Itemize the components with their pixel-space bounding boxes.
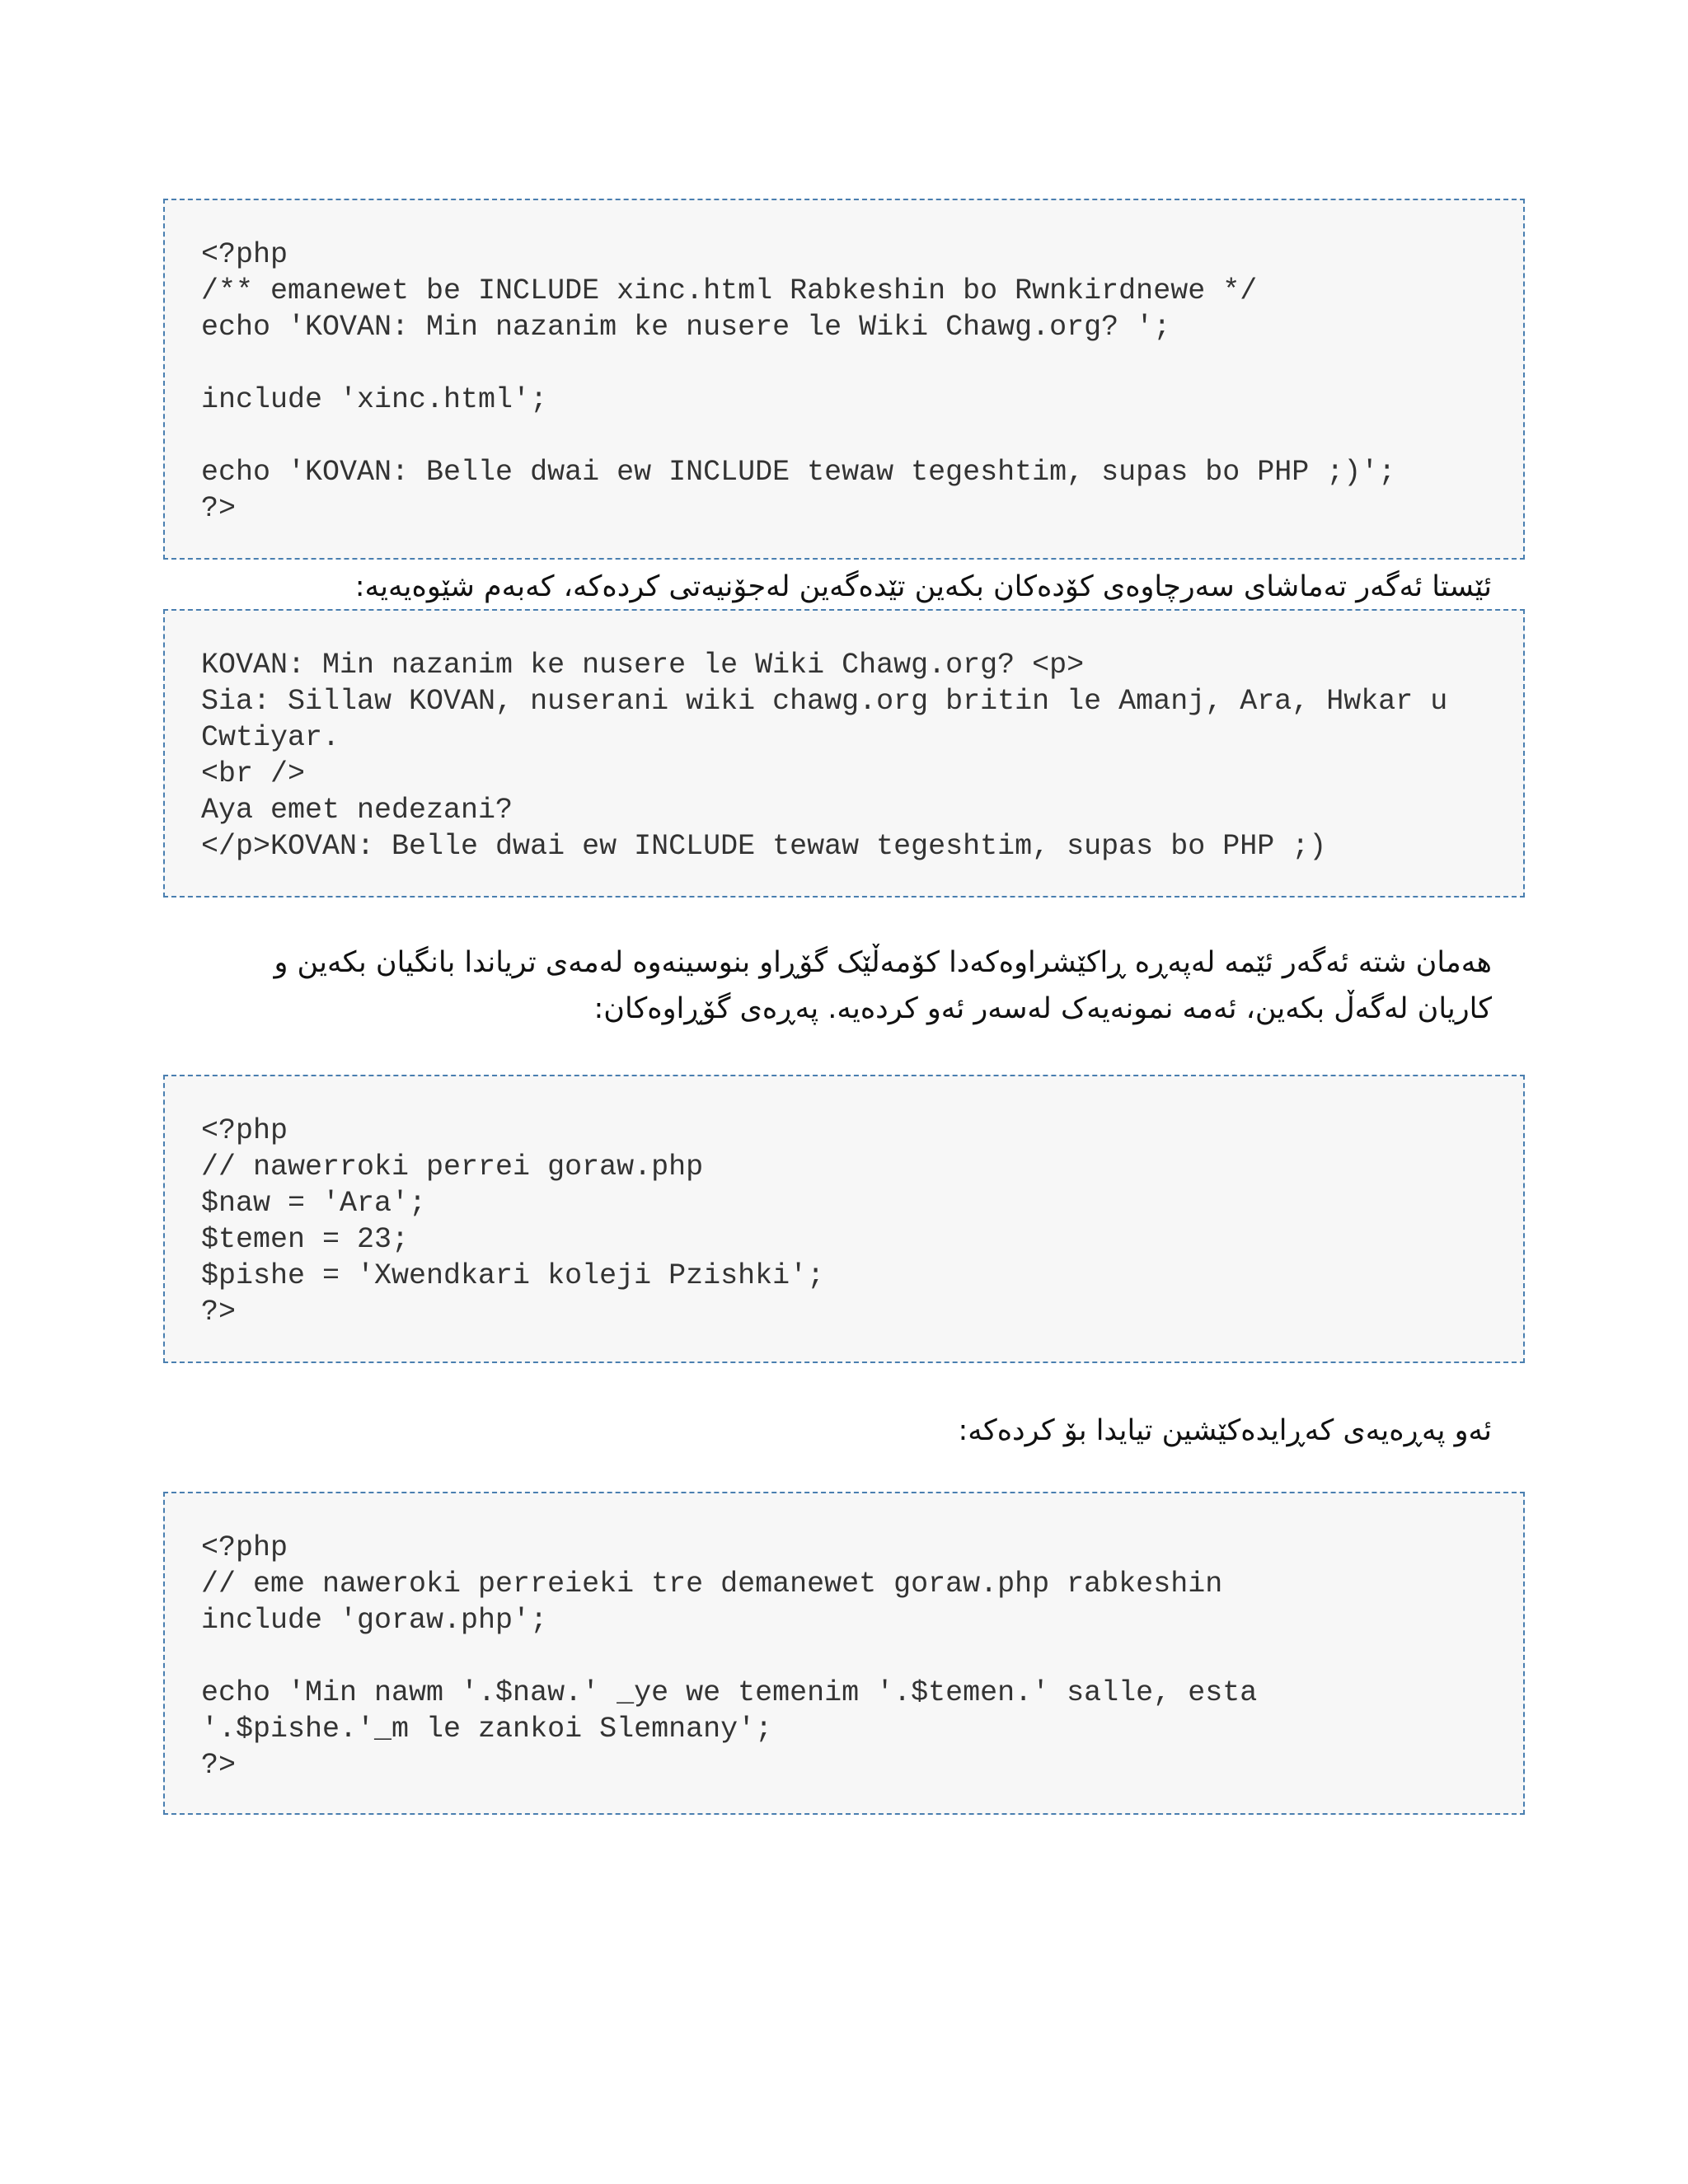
paragraph-including-page: ئەو پەڕەیەی کەڕایدەکێشین تیایدا بۆ کردەکە: <box>958 1414 1492 1447</box>
paragraph-source-explanation: ئێستا ئەگەر تەماشای سەرچاوەی کۆدەکان بکەین تێدەگەین لەجۆنیەتی کردەکە، کەبەم شێوەیەیە: <box>354 570 1492 603</box>
code-block-output-source: KOVAN: Min nazanim ke nusere le Wiki Chawg.org? <p> Sia: Sillaw KOVAN, nuserani wiki chawg.org britin le Amanj, Ara, Hwkar u Cwtiyar. <br /> Aya emet nedezani? </p>KOVAN: Belle dwai ew INCLUDE tewaw tegeshtim, supas bo PHP ;) <box>163 609 1525 898</box>
code-block-include-goraw: <?php // eme naweroki perreieki tre demanewet goraw.php rabkeshin include 'goraw.php'; echo 'Min nawm '.$naw.' _ye we temenim '.$temen.' salle, esta '.$pishe.'_m le zankoi Slemnany'; ?> <box>163 1492 1525 1815</box>
code-block-include-example: <?php /** emanewet be INCLUDE xinc.html Rabkeshin bo Rwnkirdnewe */ echo 'KOVAN: Min nazanim ke nusere le Wiki Chawg.org? '; include 'xinc.html'; echo 'KOVAN: Belle dwai ew INCLUDE tewaw tegeshtim, supas bo PHP ;)'; ?> <box>163 199 1525 560</box>
code-block-goraw-php: <?php // nawerroki perrei goraw.php $naw = 'Ara'; $temen = 23; $pishe = 'Xwendkari koleji Pzishki'; ?> <box>163 1075 1525 1363</box>
paragraph-variables-explanation: هەمان شتە ئەگەر ئێمە لەپەڕە ڕاکێشراوەکەدا کۆمەڵێک گۆڕاو بنوسینەوە لەمەی تریاندا بانگیان بکەین و کاریان لەگەڵ بکەین، ئەمە نمونەیەک لەسەر ئەو کردەیە. پەڕەی گۆڕاوەکان: <box>274 946 1492 1025</box>
